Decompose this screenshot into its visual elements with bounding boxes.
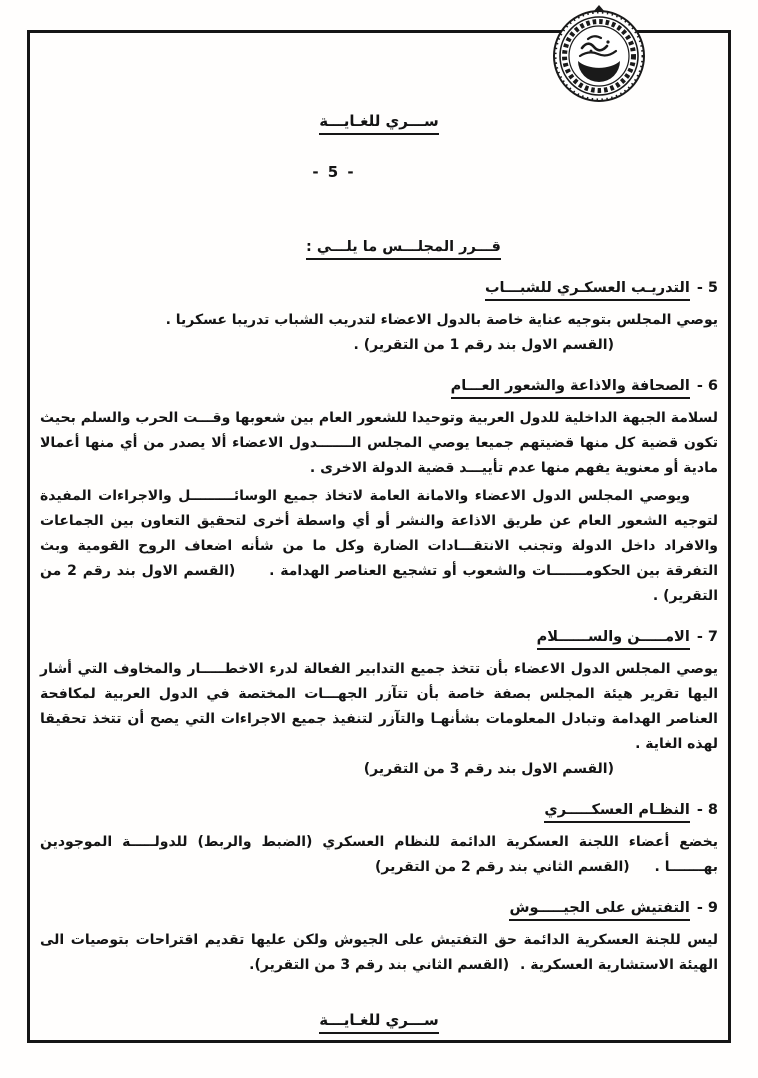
section-paragraph: يوصي المجلس الدول الاعضاء بأن تتخذ جميع التدابير الفعالة لدرء الاخطـــــار والمخاوف التي أشار اليها تقرير هيئة المجلس بصفة خاصة بأن تتآزر الجهـــات المختصة في الدول العربية لمكافحة العناصر الهدامة وتبادل المعلومات بشأنهـا والتآزر لتنفيذ جميع الاجراءات التي يصح أن تتخذ تحقيقا لهذه الغاية .	[40, 661, 718, 752]
report-reference: (القسم الاول بند رقم 1 من التقرير) .	[353, 337, 614, 353]
page-number: - 5 -	[312, 163, 356, 181]
section-heading	[40, 276, 718, 301]
section-paragraph: لسلامة الجبهة الداخلية للدول العربية وتوحيدا للشعور العام بين شعوبها وقـــت الحرب والسلم بحيث تكون قضية كل منها قضيتهم جميعا يوصي المجلس الـــــــدول الاعضاء ألا يصدر من أي منها أعمالا مادية أو معنوية يفهم منها عدم تأييـــد قضية الدولة الاخرى .	[40, 410, 718, 476]
report-reference: (القسم الاول بند رقم 2 من التقرير) .	[40, 563, 718, 604]
section-heading	[40, 374, 718, 399]
classification-bottom	[40, 1008, 718, 1033]
section-paragraph	[40, 484, 718, 609]
classification-bottom-text: ســـري للغـايـــة	[319, 1011, 439, 1034]
paragraph-text: ليس للجنة العسكرية الدائمة حق التفتيش على الجيوش ولكن عليها تقديم اقتراحات بتوصيات الى الهيئة الاستشارية العسكرية .	[40, 932, 718, 973]
section-number: 6 -	[696, 378, 718, 394]
section-title: التفتيش على الجيـــــوش	[509, 900, 689, 921]
section-7	[40, 625, 718, 782]
section-paragraph: يوصي المجلس بتوجيه عناية خاصة بالدول الاعضاء لتدريب الشباب تدريبا عسكريا .	[165, 312, 718, 328]
paragraph-text: يخضع أعضاء اللجنة العسكرية الدائمة للنظام العسكري (الضبط والربط) للدولـــــة الموجودين بهـــــــا .	[40, 834, 718, 875]
section-heading	[40, 625, 718, 650]
decision-heading	[40, 235, 718, 260]
section-number: 9 -	[696, 900, 718, 916]
section-paragraph	[40, 830, 718, 880]
section-title: التدريـب العسكـري للشبـــاب	[485, 280, 690, 301]
section-9	[40, 896, 718, 978]
section-number: 5 -	[696, 280, 718, 296]
section-paragraph	[40, 928, 718, 978]
classification-top-text: ســـري للغـايـــة	[319, 112, 439, 135]
section-heading	[40, 896, 718, 921]
section-5	[40, 276, 718, 358]
section-heading	[40, 798, 718, 823]
section-6	[40, 374, 718, 609]
section-8	[40, 798, 718, 880]
section-title: الصحافة والاذاعة والشعور العـــام	[451, 378, 690, 399]
section-number: 7 -	[696, 629, 718, 645]
report-reference: (القسم الاول بند رقم 3 من التقرير)	[363, 761, 614, 777]
paragraph-text: ويوصي المجلس الدول الاعضاء والامانة العامة لاتخاذ جميع الوسائـــــــــل والاجراءات المفيدة لتوجيه الشعور العام عن طريق الاذاعة والنشر أو أي واسطة أخرى لتحقيق التعاون بين الجماعات والافراد داخل الدولة وتجنب الانتقـــادات الضارة وكل ما من شأنه اضعاف الروح القومية وبث التفرقة بين الحكومـــــــات والشعوب أو تشجيع العناصر الهدامة .	[40, 488, 719, 579]
report-reference: (القسم الثاني بند رقم 2 من التقرير)	[375, 859, 630, 875]
report-reference: (القسم الثاني بند رقم 3 من التقرير).	[249, 957, 510, 973]
section-number: 8 -	[696, 802, 718, 818]
decision-heading-text: قـــرر المجلـــس ما يلـــي :	[306, 239, 501, 260]
classification-top	[40, 109, 718, 134]
section-title: النظـام العسكـــــري	[544, 802, 689, 823]
document-content	[40, 33, 718, 1033]
section-title: الامـــــن والســــــلام	[537, 629, 690, 650]
